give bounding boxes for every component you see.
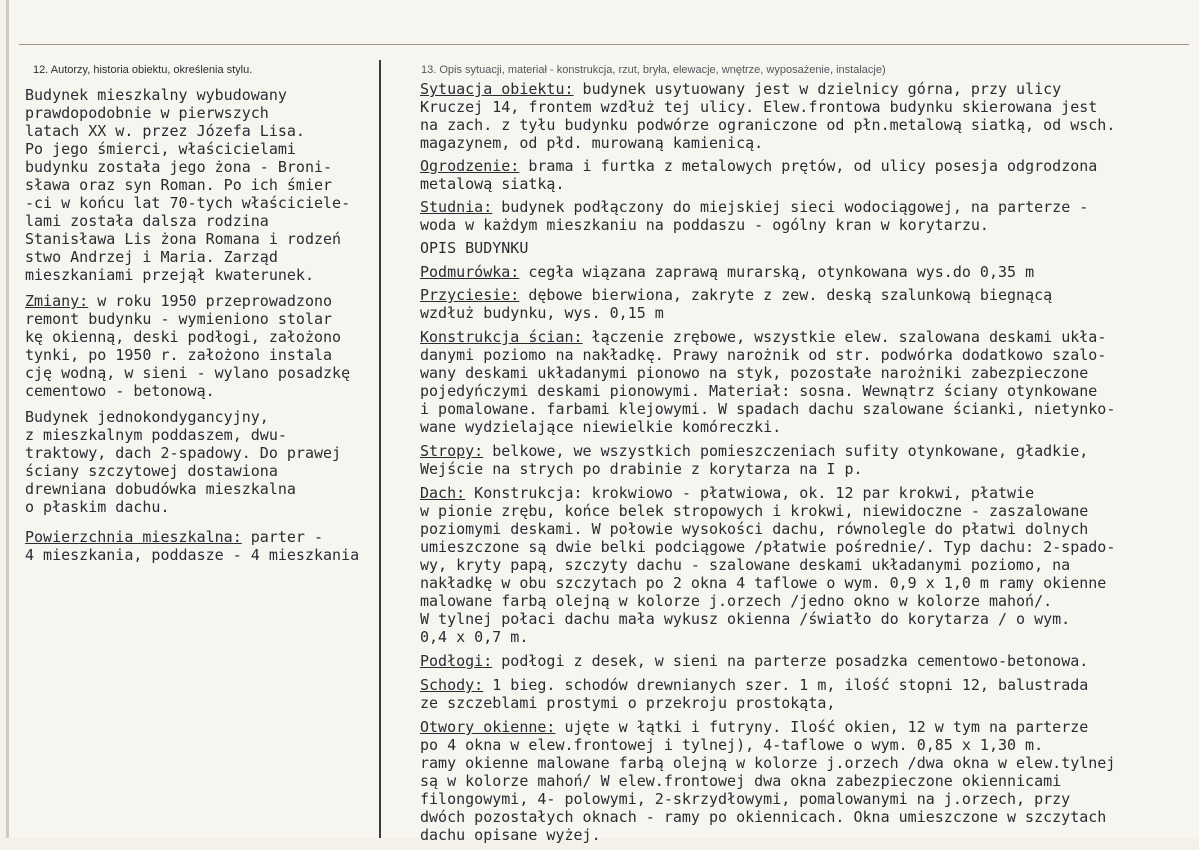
text-line (25, 528, 359, 546)
text-line (420, 157, 1115, 175)
top-rule (19, 44, 1189, 45)
left-paragraph (25, 86, 359, 284)
field-text: podłogi z desek, w sieni na parterze posadzka cementowo-betonowa. (492, 652, 1089, 670)
text-line (420, 718, 1115, 736)
text-line: i pomalowane. farbami klejowymi. W spadach dachu szalowane ścianki, nietynko- (420, 400, 1116, 418)
right-paragraph (420, 442, 1115, 478)
text-line: magazynem, od płd. murowaną kamienicą. (420, 134, 764, 152)
field-label: Przyciesie: (420, 286, 520, 304)
text-line: prawdopodobnie w pierwszych (25, 104, 269, 122)
text-line: metalową siatką. (420, 175, 565, 193)
text-line: Wejście na strych po drabinie z korytarza na I p. (420, 460, 863, 478)
text-line: o płaskim dachu. (25, 498, 170, 516)
right-paragraph (420, 239, 1115, 257)
text-line: wy, kryty papą, szczyty dachu - szalowane deskami układanymi poziomo, na (420, 556, 1071, 574)
text-line: sława oraz syn Roman. Po ich śmier (25, 176, 333, 194)
section-12-header: 12. Autorzy, historia obiektu, określenia stylu. (33, 64, 253, 76)
field-label: Studnia: (420, 198, 493, 216)
field-label: Sytuacja obiektu: (420, 80, 574, 98)
field-text: budynek usytuowany jest w dzielnicy górna, przy ulicy (573, 80, 1062, 98)
field-text: brama i furtka z metalowych prętów, od ulicy posesja odgrodzona (519, 157, 1098, 175)
text-line: woda w każdym mieszkaniu na poddaszu - ogólny kran w korytarzu. (420, 216, 989, 234)
left-paragraph (25, 292, 359, 400)
text-line: na zach. z tyłu budynku podwórze ograniczone od płn.metalową siatką, od wsch. (420, 116, 1116, 134)
right-paragraph (420, 157, 1115, 193)
text-line: mieszkaniami przejął kwaterunek. (25, 266, 314, 284)
right-paragraph (420, 718, 1115, 844)
field-label: Ogrodzenie: (420, 157, 520, 175)
text-line: -ci w końcu lat 70-tych właściciele- (25, 194, 351, 212)
field-text: łączenie zrębowe, wszystkie elew. szalowana deskami ukła- (582, 328, 1107, 346)
text-line: W tylnej połaci dachu mała wykusz okienna /światło do korytarza / o wym. (420, 610, 1071, 628)
text-line: pojedyńczymi deskami pionowymi. Materiał: sosna. Wewnątrz ściany otynkowane (420, 382, 1098, 400)
field-label: Zmiany: (25, 292, 89, 310)
text-line: Stanisława Lis żona Romana i rodzeń (25, 230, 342, 248)
field-label: Podmurówka: (420, 263, 520, 281)
column-divider (379, 60, 381, 838)
text-line: wane wydzielające niewielkie komóreczki. (420, 418, 782, 436)
text-line: Po jego śmierci, właścicielami (25, 140, 296, 158)
field-label: Podłogi: (420, 652, 493, 670)
right-paragraph (420, 484, 1115, 646)
text-line: ściany szczytowej dostawiona (25, 462, 278, 480)
text-line: ze szczeblami prostymi o przekroju prostokąta, (420, 694, 836, 712)
text-line: ramy okienne malowane farbą olejną w kolorze j.orzech /dwa okna w elew.tylnej (420, 754, 1116, 772)
text-line: dachu opisane wyżej. (420, 826, 601, 844)
text-line: kę okienną, deski podłogi, założono (25, 328, 342, 346)
right-paragraph (420, 676, 1115, 712)
text-line: danymi poziomo na nakładkę. Prawy narożnik od str. podwórka dodatkowo szalo- (420, 346, 1107, 364)
text-line: dwóch pozostałych oknach - ramy po okiennicach. Okna umieszczone w szczytach (420, 808, 1107, 826)
field-label: Dach: (420, 484, 466, 502)
text-line: latach XX w. przez Józefa Lisa. (25, 122, 305, 140)
text-line (420, 652, 1115, 670)
right-paragraph (420, 80, 1115, 152)
right-paragraph (420, 198, 1115, 234)
text-line: poziomymi deskami. W połowie wysokości dachu, równolegle do płatwi dolnych (420, 520, 1089, 538)
text-line: po 4 okna w elew.frontowej i tylnej), 4-taflowe o wym. 0,85 x 1,30 m. (420, 736, 1044, 754)
text-line: traktowy, dach 2-spadowy. Do prawej (25, 444, 342, 462)
text-line: malowane farbą olejną w kolorze j.orzech /jedno okno w kolorze mahoń/. (420, 592, 1053, 610)
text-line: remont budynku - wymieniono stolar (25, 310, 333, 328)
right-paragraph (420, 652, 1115, 670)
text-line (420, 676, 1115, 694)
field-label: Otwory okienne: (420, 718, 556, 736)
right-paragraph (420, 263, 1115, 281)
text-line: cję wodną, w sieni - wylano posadzkę (25, 364, 351, 382)
field-text: Konstrukcja: krokwiowo - płatwiowa, ok. 12 par krokwi, płatwie (465, 484, 1035, 502)
field-text: 1 bieg. schodów drewnianych szer. 1 m, ilość stopni 12, balustrada (483, 676, 1089, 694)
text-line: wzdłuż budynku, wys. 0,15 m (420, 304, 664, 322)
text-line: cementowo - betonową. (25, 382, 215, 400)
text-line (420, 263, 1115, 281)
text-line: 0,4 x 0,7 m. (420, 628, 529, 646)
text-line (420, 484, 1115, 502)
text-line: budynku została jego żona - Broni- (25, 158, 333, 176)
field-label: Powierzchnia mieszkalna: (25, 528, 242, 546)
field-text: parter - (241, 528, 324, 546)
text-line (420, 286, 1115, 304)
document-page (6, 0, 1199, 844)
text-line: drewniana dobudówka mieszkalna (25, 480, 296, 498)
text-line: z mieszkalnym poddaszem, dwu- (25, 426, 287, 444)
field-text: belkowe, we wszystkich pomieszczeniach sufity otynkowane, gładkie, (483, 442, 1089, 460)
text-line (420, 80, 1115, 98)
text-line: tynki, po 1950 r. założono instala (25, 346, 333, 364)
text-line: nakładkę w obu szczytach po 2 okna 4 taflowe o wym. 0,9 x 1,0 m ramy okienne (420, 574, 1107, 592)
history-column (25, 86, 359, 570)
text-line: 4 mieszkania, poddasze - 4 mieszkania (25, 546, 360, 564)
text-line: Kruczej 14, frontem wzdłuż tej ulicy. Elew.frontowa budynku skierowana jest (420, 98, 1098, 116)
field-label: Schody: (420, 676, 484, 694)
field-label: Konstrukcja ścian: (420, 328, 583, 346)
section-13-header: 13. Opis sytuacji, materiał - konstrukcja, rzut, bryła, elewacje, wnętrze, wyposażenie, instalacje) (421, 64, 886, 76)
right-paragraph (420, 328, 1115, 436)
field-text: cegła wiązana zaprawą murarską, otynkowana wys.do 0,35 m (519, 263, 1035, 281)
right-paragraph (420, 286, 1115, 322)
text-line: Budynek jednokondygancyjny, (25, 408, 269, 426)
field-text: budynek podłączony do miejskiej sieci wodociągowej, na parterze - (492, 198, 1089, 216)
field-text: ujęte w łątki i futryny. Ilość okien, 12 w tym na parterze (555, 718, 1089, 736)
field-text: dębowe bierwiona, zakryte z zew. deską szalunkową biegnącą (519, 286, 1053, 304)
left-paragraph (25, 528, 359, 564)
field-label: Stropy: (420, 442, 484, 460)
text-line: są w kolorze mahoń/ W elew.frontowej dwa okna zabezpieczone okiennicami (420, 772, 1062, 790)
text-line: Budynek mieszkalny wybudowany (25, 86, 287, 104)
text-line: lami została dalsza rodzina (25, 212, 269, 230)
text-line: umieszczone są dwie belki podciągowe /płatwie pośrednie/. Typ dachu: 2-spado- (420, 538, 1116, 556)
text-line: filongowymi, 4- polowymi, 2-skrzydłowymi, pomalowanymi na j.orzech, przy (420, 790, 1071, 808)
text-line (25, 292, 359, 310)
description-column (420, 80, 1115, 850)
text-line: wany deskami układanymi pionowo na styk, pozostałe narożniki zabezpieczone (420, 364, 1089, 382)
text-line (420, 239, 1115, 257)
text-line (420, 198, 1115, 216)
text-line: stwo Andrzej i Maria. Zarząd (25, 248, 278, 266)
text-line (420, 328, 1115, 346)
field-text: w roku 1950 przeprowadzono (88, 292, 333, 310)
left-paragraph (25, 408, 359, 516)
field-text: OPIS BUDYNKU (420, 239, 529, 257)
text-line: w pionie zrębu, końce belek stropowych i krokwi, niewidoczne - zaszalowane (420, 502, 1089, 520)
text-line (420, 442, 1115, 460)
